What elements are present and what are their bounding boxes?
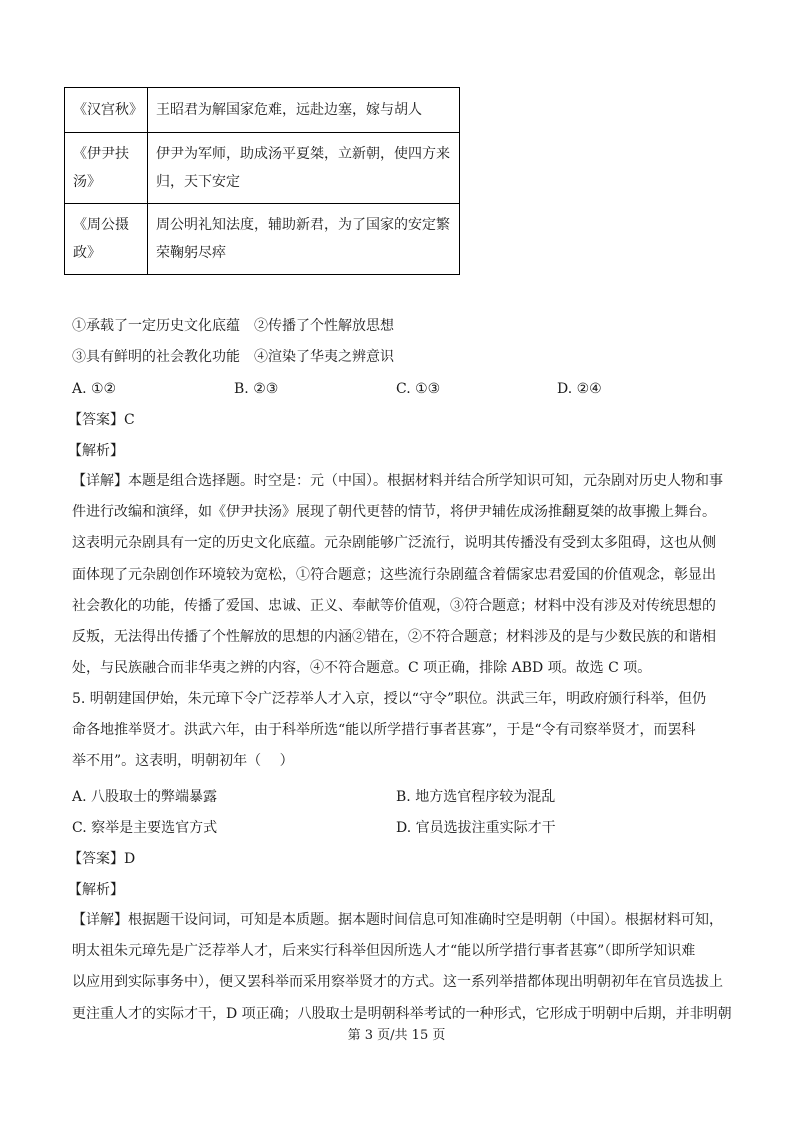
q5-option-b: B. 地方选官程序较为混乱	[396, 789, 556, 805]
q5-stem-line: 命各地推举贤才。洪武六年，由于科举所选“能以所学措行事者甚寡”，于是“令有司察举贤才，而罢科	[72, 722, 696, 739]
drama-title-line: 《汉宫秋》	[73, 102, 143, 118]
drama-title-cell	[65, 133, 148, 204]
drama-title-cell	[65, 88, 148, 133]
table-row	[65, 204, 460, 275]
q5-detail-paragraph	[72, 905, 732, 1030]
q5-detail-line: 明太祖朱元璋先是广泛荐举人才，后来实行科举但因所选人才“能以所学措行事者甚寡”（即所学知识难	[72, 943, 696, 960]
drama-content-line: 王昭君为解国家危难，远赴边塞，嫁与胡人	[156, 102, 422, 118]
drama-content-line: 周公明礼知法度，辅助新君，为了国家的安定繁	[156, 217, 450, 233]
q4-detail-paragraph	[72, 466, 722, 684]
drama-content-line: 归，天下安定	[156, 174, 240, 190]
q4-option-a: A. ①②	[72, 381, 117, 397]
q4-detail-line: 反叛，无法得出传播了个性解放的思想的内涵②错在，②不符合题意；材料涉及的是与少数民族的和谐相	[72, 629, 716, 646]
q4-option-c: C. ①③	[396, 381, 441, 397]
drama-title-line: 《伊尹扶	[73, 146, 129, 162]
q4-detail-line: 这表明元杂剧具有一定的历史文化底蕴。元杂剧能够广泛流行，说明其传播没有受到太多阻碍，这也从侧	[72, 535, 716, 552]
q5-option-a: A. 八股取士的弊端暴露	[72, 789, 218, 805]
drama-content-cell	[148, 88, 460, 133]
q4-statement-line: ①承载了一定历史文化底蕴 ②传播了个性解放思想	[72, 318, 394, 334]
drama-content-line: 荣鞠躬尽瘁	[156, 245, 226, 261]
drama-content-line: 伊尹为军师，助成汤平夏桀，立新朝，使四方来	[156, 146, 450, 162]
drama-content-cell	[148, 133, 460, 204]
q5-detail-line: 【详解】根据题干设问词，可知是本质题。据本题时间信息可知准确时空是明朝（中国）。根据材料可知，	[72, 912, 723, 928]
q4-detail-line: 社会教化的功能，传播了爱国、忠诚、正义、奉献等价值观，③符合题意；材料中没有涉及对传统思想的	[72, 597, 716, 614]
drama-title-line: 汤》	[73, 174, 101, 190]
q5-stem-paragraph	[72, 684, 722, 778]
q4-option-b: B. ②③	[234, 381, 279, 397]
q5-detail-line: 更注重人才的实际才干，D 项正确；八股取士是明朝科举考试的一种形式，它形成于明朝中后期，并非明朝	[72, 1005, 732, 1022]
q4-option-d: D. ②④	[557, 381, 602, 397]
drama-table	[64, 87, 460, 275]
q5-analysis-label: 【解析】	[68, 882, 124, 898]
q5-answer: 【答案】D	[68, 851, 136, 867]
q4-statement-line: ③具有鲜明的社会教化功能 ④渲染了华夷之辨意识	[72, 349, 394, 365]
drama-title-line: 政》	[73, 245, 101, 261]
q5-option-d: D. 官员选拔注重实际才干	[396, 820, 556, 836]
drama-content-cell	[148, 204, 460, 275]
q4-detail-line: 处，与民族融合而非华夷之辨的内容，④不符合题意。C 项正确，排除 ABD 项。故选 C 项。	[72, 660, 652, 677]
q5-stem-line: 5. 明朝建国伊始，朱元璋下令广泛荐举人才入京，授以“守令”职位。洪武三年，明政府颁行科举，但仍	[72, 691, 707, 707]
table-row	[65, 133, 460, 204]
q5-detail-line: 以应用到实际事务中），便又罢科举而采用察举贤才的方式。这一系列举措都体现出明朝初年在官员选拔上	[72, 974, 723, 991]
q4-detail-line: 面体现了元杂剧创作环境较为宽松，①符合题意；这些流行杂剧蕴含着儒家忠君爱国的价值观念，彰显出	[72, 566, 716, 583]
q5-stem-line: 举不用”。这表明，明朝初年（ ）	[72, 753, 294, 770]
q4-detail-line: 件进行改编和演绎，如《伊尹扶汤》展现了朝代更替的情节，将伊尹辅佐成汤推翻夏桀的故事搬上舞台。	[72, 504, 716, 521]
q5-option-c: C. 察举是主要选官方式	[72, 820, 218, 836]
page-footer: 第 3 页/共 15 页	[347, 1028, 446, 1043]
q4-answer: 【答案】C	[68, 412, 135, 428]
q4-analysis-label: 【解析】	[68, 443, 124, 459]
drama-title-cell	[65, 204, 148, 275]
q4-detail-line: 【详解】本题是组合选择题。时空是：元（中国）。根据材料并结合所学知识可知，元杂剧对历史人物和事	[72, 473, 723, 489]
table-row	[65, 88, 460, 133]
drama-title-line: 《周公摄	[73, 217, 129, 233]
